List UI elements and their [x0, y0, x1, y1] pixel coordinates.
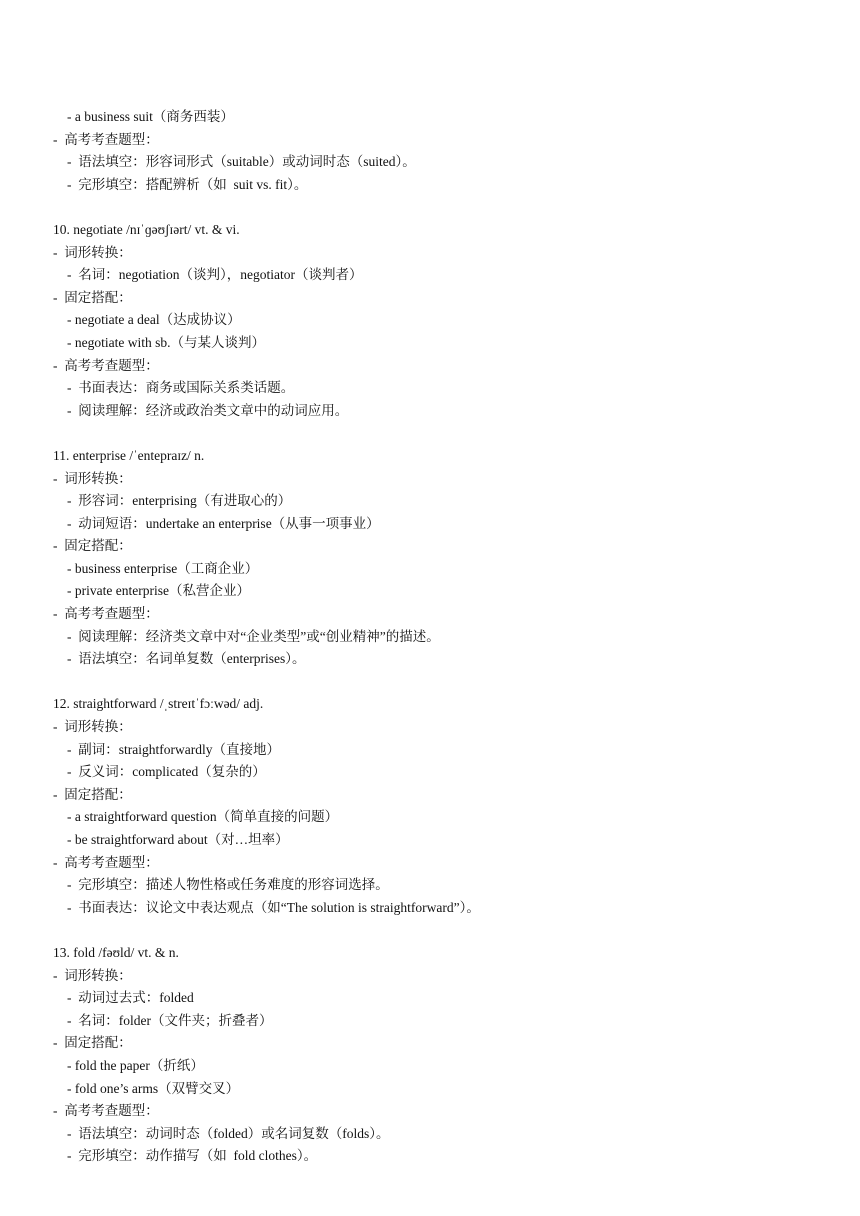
spacer: [53, 671, 833, 694]
entry-heading: 11. enterprise /ˈentepraɪz/ n.: [53, 447, 205, 463]
entry-heading: 13. fold /fəʊld/ vt. & n.: [53, 944, 179, 960]
exam-item: - 语法填空：名词单复数（enterprises）。: [67, 651, 306, 667]
forms-heading: - 词形转换：: [53, 244, 132, 260]
exam-item: - 语法填空：形容词形式（suitable）或动词时态（suited）。: [67, 154, 416, 170]
vocabulary-entries: [53, 196, 833, 1168]
collocation-heading: - 固定搭配：: [53, 289, 132, 305]
collocation-heading: - 固定搭配：: [53, 1035, 132, 1051]
form-item: - 动词过去式：folded: [67, 990, 194, 1006]
exam-heading: - 高考考查题型：: [53, 1103, 159, 1119]
collocation-heading: - 固定搭配：: [53, 538, 132, 554]
vocab-entry: [53, 422, 833, 671]
forms-heading: - 词形转换：: [53, 719, 132, 735]
exam-heading: - 高考考查题型：: [53, 854, 159, 870]
vocab-entry: [53, 196, 833, 422]
form-item: - 名词：folder（文件夹；折叠者）: [67, 1012, 273, 1028]
form-item: - 动词短语：undertake an enterprise（从事一项事业）: [67, 515, 380, 531]
exam-item: - 书面表达：议论文中表达观点（如“The solution is straightforward”）。: [67, 899, 480, 915]
collocation-item: - negotiate a deal（达成协议）: [67, 312, 241, 328]
collocation-item: - fold one’s arms（双臂交叉）: [67, 1080, 240, 1096]
form-item: - 反义词：complicated（复杂的）: [67, 764, 266, 780]
collocation-item: - a straightforward question（简单直接的问题）: [67, 809, 339, 825]
vocab-entry: [53, 671, 833, 920]
forms-heading: - 词形转换：: [53, 967, 132, 983]
spacer: [53, 196, 833, 219]
exam-item: - 完形填空：动作描写（如 fold clothes）。: [67, 1148, 318, 1164]
entry-heading: 10. negotiate /nɪˈɡəʊʃɪərt/ vt. & vi.: [53, 221, 240, 237]
form-item: - 副词：straightforwardly（直接地）: [67, 741, 280, 757]
form-item: - 形容词：enterprising（有进取心的）: [67, 493, 292, 509]
collocation-item: - be straightforward about（对…坦率）: [67, 832, 289, 847]
forms-heading: - 词形转换：: [53, 470, 132, 486]
exam-item: - 完形填空：搭配辨析（如 suit vs. fit）。: [67, 176, 308, 192]
collocation-item: - business enterprise（工商企业）: [67, 560, 259, 576]
document-body: [53, 106, 833, 1168]
exam-heading: - 高考考查题型：: [53, 357, 159, 373]
collocation-item: - fold the paper（折纸）: [67, 1057, 204, 1073]
entry-heading: 12. straightforward /ˌstreɪtˈfɔːwəd/ adj.: [53, 696, 264, 712]
exam-heading: - 高考考查题型：: [53, 606, 159, 622]
spacer: [53, 919, 833, 942]
collocation-item: - negotiate with sb.（与某人谈判）: [67, 334, 265, 350]
exam-heading: - 高考考查题型：: [53, 131, 159, 147]
exam-item: - 语法填空：动词时态（folded）或名词复数（folds）。: [67, 1125, 390, 1141]
collocation-item: - private enterprise（私营企业）: [67, 583, 250, 599]
form-item: - 名词：negotiation（谈判），negotiator（谈判者）: [67, 267, 363, 283]
spacer: [53, 422, 833, 445]
intro-section: [53, 106, 833, 196]
collocation-item: - a business suit（商务西装）: [67, 109, 234, 124]
collocation-heading: - 固定搭配：: [53, 786, 132, 802]
exam-item: - 完形填空：描述人物性格或任务难度的形容词选择。: [67, 877, 389, 893]
vocab-entry: [53, 919, 833, 1168]
exam-item: - 书面表达：商务或国际关系类话题。: [67, 380, 295, 396]
exam-item: - 阅读理解：经济类文章中对“企业类型”或“创业精神”的描述。: [67, 628, 440, 644]
exam-item: - 阅读理解：经济或政治类文章中的动词应用。: [67, 402, 349, 418]
